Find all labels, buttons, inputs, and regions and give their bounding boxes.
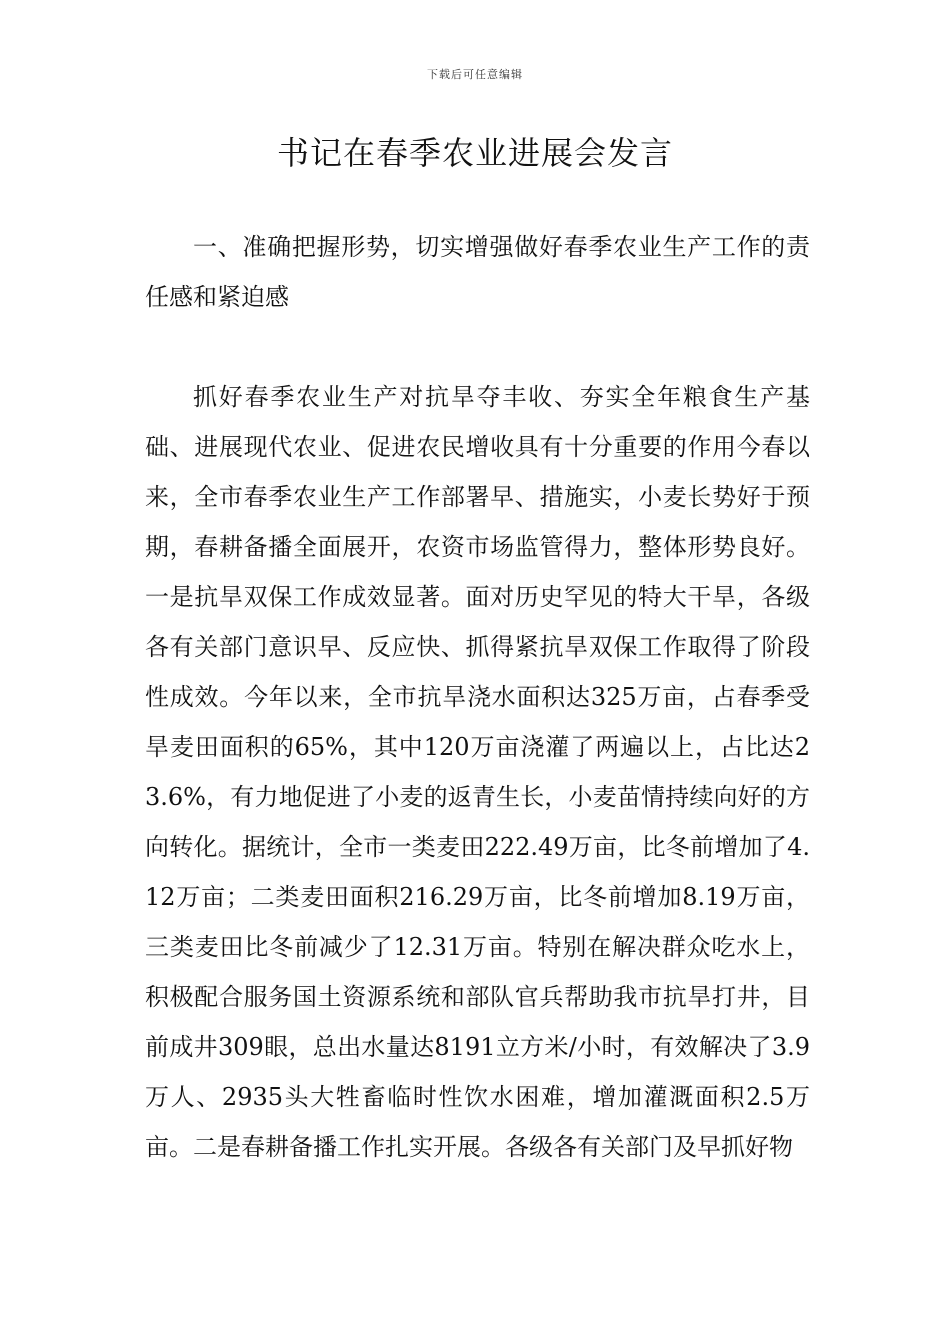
document-title: 书记在春季农业进展会发言 <box>276 134 673 172</box>
header-note: 下载后可任意编辑 <box>427 68 523 81</box>
section-heading: 一、准确把握形势，切实增强做好春季农业生产工作的责任感和紧迫感 <box>145 233 810 311</box>
body-paragraph: 抓好春季农业生产对抗旱夺丰收、夯实全年粮食生产基础、进展现代农业、促进农民增收具有十分重要的作用今春以来，全市春季农业生产工作部署早、措施实，小麦长势好于预期，春耕备播全面展开，农资市场监管得力，整体形势良好。一是抗旱双保工作成效显著。面对历史罕见的特大干旱，各级各有关部门意识早、反应快、抓得紧抗旱双保工作取得了阶段性成效。今年以来，全市抗旱浇水面积达325万亩，占春季受旱麦田面积的65%，其中120万亩浇灌了两遍以上，占比达23.6%，有力地促进了小麦的返青生长，小麦苗情持续向好的方向转化。据统计，全市一类麦田222.49万亩，比冬前增加了4.12万亩；二类麦田面积216.29万亩，比冬前增加8.19万亩，三类麦田比冬前减少了12.31万亩。特别在解决群众吃水上，积极配合服务国土资源系统和部队官兵帮助我市抗旱打井，目前成井309眼，总出水量达8191立方米/小时，有效解决了3.9万人、2935头大牲畜临时性饮水困难，增加灌溉面积2.5万亩。二是春耕备播工作扎实开展。各级各有关部门及早抓好物 <box>145 383 810 1161</box>
